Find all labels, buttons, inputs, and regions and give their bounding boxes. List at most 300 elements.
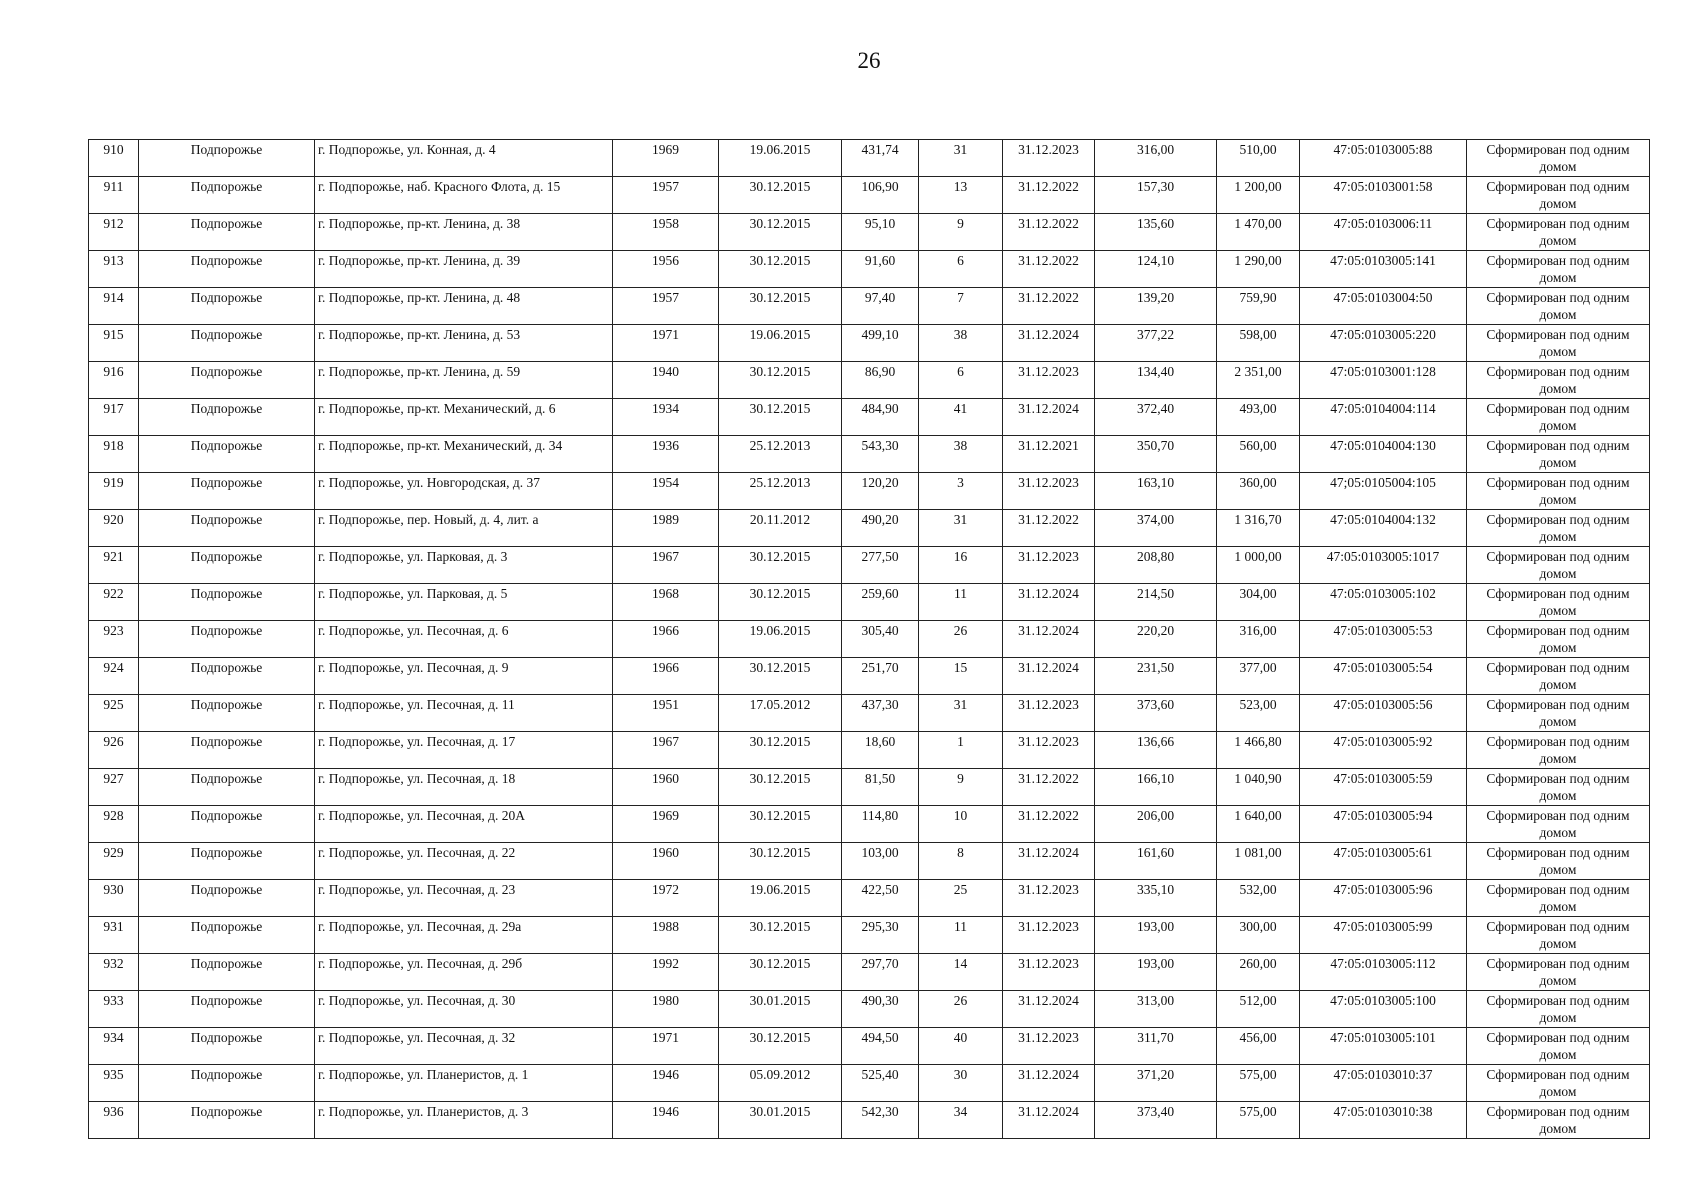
cell-residents: 26 [919,991,1003,1028]
table-row [89,399,1650,436]
cell-status: Сформирован под одним домом [1467,917,1650,954]
cell-area-2: 371,20 [1095,1065,1217,1102]
cell-area-2: 373,40 [1095,1102,1217,1139]
cell-row-number: 925 [89,695,139,732]
cell-residents: 14 [919,954,1003,991]
cell-status: Сформирован под одним домом [1467,584,1650,621]
cell-area-2: 231,50 [1095,658,1217,695]
cell-land-area: 1 470,00 [1217,214,1300,251]
cell-area-2: 135,60 [1095,214,1217,251]
cell-residents: 8 [919,843,1003,880]
table-row [89,214,1650,251]
cell-area-2: 134,40 [1095,362,1217,399]
cell-deadline-date: 31.12.2021 [1003,436,1095,473]
cell-area: 91,60 [842,251,919,288]
table-row [89,473,1650,510]
cell-status: Сформирован под одним домом [1467,510,1650,547]
cell-row-number: 936 [89,1102,139,1139]
cell-land-area: 1 200,00 [1217,177,1300,214]
cell-status: Сформирован под одним домом [1467,621,1650,658]
cell-status: Сформирован под одним домом [1467,325,1650,362]
cell-row-number: 913 [89,251,139,288]
cell-land-area: 575,00 [1217,1065,1300,1102]
cell-deadline-date: 31.12.2024 [1003,584,1095,621]
cell-deadline-date: 31.12.2022 [1003,288,1095,325]
cell-cadastral-number: 47:05:0103005:1017 [1300,547,1467,584]
cell-date: 30.12.2015 [719,214,842,251]
cell-status: Сформирован под одним домом [1467,547,1650,584]
cell-locality: Подпорожье [139,732,315,769]
cell-area-2: 335,10 [1095,880,1217,917]
cell-row-number: 935 [89,1065,139,1102]
cell-cadastral-number: 47:05:0103005:53 [1300,621,1467,658]
cell-row-number: 931 [89,917,139,954]
cell-locality: Подпорожье [139,991,315,1028]
cell-year-built: 1960 [613,843,719,880]
cell-row-number: 928 [89,806,139,843]
cell-date: 30.12.2015 [719,806,842,843]
cell-land-area: 304,00 [1217,584,1300,621]
cell-status: Сформирован под одним домом [1467,1028,1650,1065]
cell-date: 30.12.2015 [719,584,842,621]
cell-land-area: 260,00 [1217,954,1300,991]
cell-area-2: 136,66 [1095,732,1217,769]
cell-land-area: 523,00 [1217,695,1300,732]
cell-row-number: 917 [89,399,139,436]
cell-cadastral-number: 47:05:0103001:128 [1300,362,1467,399]
cell-cadastral-number: 47:05:0104004:132 [1300,510,1467,547]
cell-area: 422,50 [842,880,919,917]
cell-date: 30.12.2015 [719,1028,842,1065]
cell-status: Сформирован под одним домом [1467,214,1650,251]
cell-residents: 15 [919,658,1003,695]
cell-residents: 9 [919,769,1003,806]
cell-date: 17.05.2012 [719,695,842,732]
cell-date: 30.12.2015 [719,288,842,325]
cell-locality: Подпорожье [139,954,315,991]
cell-cadastral-number: 47:05:0103005:112 [1300,954,1467,991]
cell-cadastral-number: 47:05:0103005:54 [1300,658,1467,695]
table-row [89,251,1650,288]
cell-locality: Подпорожье [139,547,315,584]
cell-address: г. Подпорожье, пр-кт. Ленина, д. 38 [315,214,613,251]
cell-deadline-date: 31.12.2024 [1003,325,1095,362]
cell-land-area: 1 466,80 [1217,732,1300,769]
cell-area: 499,10 [842,325,919,362]
cell-address: г. Подпорожье, ул. Планеристов, д. 3 [315,1102,613,1139]
cell-cadastral-number: 47:05:0103005:96 [1300,880,1467,917]
cell-year-built: 1969 [613,140,719,177]
cell-address: г. Подпорожье, ул. Песочная, д. 17 [315,732,613,769]
cell-deadline-date: 31.12.2023 [1003,695,1095,732]
cell-locality: Подпорожье [139,1065,315,1102]
cell-cadastral-number: 47:05:0103005:92 [1300,732,1467,769]
cell-cadastral-number: 47:05:0103005:61 [1300,843,1467,880]
cell-cadastral-number: 47:05:0103004:50 [1300,288,1467,325]
cell-date: 25.12.2013 [719,436,842,473]
table-row [89,732,1650,769]
cell-address: г. Подпорожье, ул. Песочная, д. 11 [315,695,613,732]
cell-area: 494,50 [842,1028,919,1065]
cell-row-number: 910 [89,140,139,177]
cell-row-number: 934 [89,1028,139,1065]
cell-year-built: 1966 [613,658,719,695]
cell-date: 19.06.2015 [719,325,842,362]
cell-residents: 40 [919,1028,1003,1065]
table-row [89,288,1650,325]
cell-deadline-date: 31.12.2022 [1003,769,1095,806]
cell-status: Сформирован под одним домом [1467,251,1650,288]
cell-status: Сформирован под одним домом [1467,473,1650,510]
cell-land-area: 377,00 [1217,658,1300,695]
cell-residents: 10 [919,806,1003,843]
cell-cadastral-number: 47:05:0103005:99 [1300,917,1467,954]
cell-area-2: 374,00 [1095,510,1217,547]
table-row [89,917,1650,954]
cell-row-number: 924 [89,658,139,695]
cell-cadastral-number: 47:05:0103010:37 [1300,1065,1467,1102]
cell-row-number: 923 [89,621,139,658]
cell-row-number: 916 [89,362,139,399]
table-row [89,621,1650,658]
table-row [89,843,1650,880]
cell-area-2: 139,20 [1095,288,1217,325]
cell-date: 30.12.2015 [719,954,842,991]
cell-address: г. Подпорожье, ул. Песочная, д. 30 [315,991,613,1028]
cell-cadastral-number: 47:05:0103005:100 [1300,991,1467,1028]
cell-date: 19.06.2015 [719,880,842,917]
cell-row-number: 929 [89,843,139,880]
cell-status: Сформирован под одним домом [1467,991,1650,1028]
cell-area: 106,90 [842,177,919,214]
cell-area-2: 193,00 [1095,917,1217,954]
cell-deadline-date: 31.12.2024 [1003,991,1095,1028]
cell-area-2: 311,70 [1095,1028,1217,1065]
cell-land-area: 1 040,90 [1217,769,1300,806]
cell-year-built: 1957 [613,288,719,325]
cell-land-area: 360,00 [1217,473,1300,510]
cell-residents: 41 [919,399,1003,436]
table-row [89,510,1650,547]
cell-year-built: 1967 [613,547,719,584]
cell-area-2: 313,00 [1095,991,1217,1028]
cell-deadline-date: 31.12.2024 [1003,1065,1095,1102]
cell-area: 490,30 [842,991,919,1028]
cell-row-number: 930 [89,880,139,917]
cell-address: г. Подпорожье, пр-кт. Ленина, д. 59 [315,362,613,399]
cell-year-built: 1951 [613,695,719,732]
cell-locality: Подпорожье [139,251,315,288]
cell-cadastral-number: 47:05:0104004:130 [1300,436,1467,473]
cell-date: 30.12.2015 [719,658,842,695]
cell-locality: Подпорожье [139,880,315,917]
cell-land-area: 493,00 [1217,399,1300,436]
cell-row-number: 915 [89,325,139,362]
cell-cadastral-number: 47:05:0103005:88 [1300,140,1467,177]
cell-address: г. Подпорожье, ул. Новгородская, д. 37 [315,473,613,510]
cell-year-built: 1966 [613,621,719,658]
table-row [89,436,1650,473]
cell-cadastral-number: 47:05:0103005:101 [1300,1028,1467,1065]
cell-address: г. Подпорожье, ул. Песочная, д. 18 [315,769,613,806]
cell-residents: 6 [919,251,1003,288]
cell-locality: Подпорожье [139,658,315,695]
cell-area: 305,40 [842,621,919,658]
cell-deadline-date: 31.12.2022 [1003,214,1095,251]
cell-date: 30.12.2015 [719,769,842,806]
cell-land-area: 512,00 [1217,991,1300,1028]
cell-year-built: 1988 [613,917,719,954]
cell-area-2: 220,20 [1095,621,1217,658]
cell-area: 97,40 [842,288,919,325]
cell-deadline-date: 31.12.2022 [1003,510,1095,547]
cell-row-number: 918 [89,436,139,473]
cell-cadastral-number: 47:05:0103006:11 [1300,214,1467,251]
cell-land-area: 1 290,00 [1217,251,1300,288]
cell-land-area: 2 351,00 [1217,362,1300,399]
cell-residents: 6 [919,362,1003,399]
cell-area: 259,60 [842,584,919,621]
cell-status: Сформирован под одним домом [1467,954,1650,991]
cell-area: 542,30 [842,1102,919,1139]
cell-date: 19.06.2015 [719,140,842,177]
cell-row-number: 933 [89,991,139,1028]
cell-residents: 34 [919,1102,1003,1139]
cell-address: г. Подпорожье, пр-кт. Механический, д. 34 [315,436,613,473]
cell-year-built: 1960 [613,769,719,806]
cell-area-2: 208,80 [1095,547,1217,584]
cell-locality: Подпорожье [139,325,315,362]
cell-status: Сформирован под одним домом [1467,806,1650,843]
cell-land-area: 456,00 [1217,1028,1300,1065]
cell-year-built: 1934 [613,399,719,436]
cell-locality: Подпорожье [139,177,315,214]
cell-locality: Подпорожье [139,695,315,732]
cell-area: 114,80 [842,806,919,843]
cell-deadline-date: 31.12.2022 [1003,806,1095,843]
cell-deadline-date: 31.12.2024 [1003,843,1095,880]
cell-locality: Подпорожье [139,584,315,621]
cell-address: г. Подпорожье, пр-кт. Ленина, д. 53 [315,325,613,362]
cell-area-2: 372,40 [1095,399,1217,436]
cell-date: 20.11.2012 [719,510,842,547]
cell-cadastral-number: 47:05:0104004:114 [1300,399,1467,436]
cell-area-2: 206,00 [1095,806,1217,843]
cell-year-built: 1968 [613,584,719,621]
cell-date: 30.12.2015 [719,732,842,769]
cell-area-2: 166,10 [1095,769,1217,806]
cell-year-built: 1971 [613,325,719,362]
cell-area-2: 161,60 [1095,843,1217,880]
cell-year-built: 1957 [613,177,719,214]
cell-residents: 9 [919,214,1003,251]
table-row [89,1065,1650,1102]
cell-year-built: 1989 [613,510,719,547]
cell-row-number: 912 [89,214,139,251]
cell-address: г. Подпорожье, ул. Песочная, д. 32 [315,1028,613,1065]
cell-date: 30.12.2015 [719,547,842,584]
cell-address: г. Подпорожье, наб. Красного Флота, д. 15 [315,177,613,214]
cell-status: Сформирован под одним домом [1467,177,1650,214]
cell-date: 30.12.2015 [719,251,842,288]
cell-area: 295,30 [842,917,919,954]
cell-address: г. Подпорожье, пр-кт. Механический, д. 6 [315,399,613,436]
cell-area: 431,74 [842,140,919,177]
cell-year-built: 1992 [613,954,719,991]
cell-address: г. Подпорожье, ул. Песочная, д. 23 [315,880,613,917]
cell-area: 120,20 [842,473,919,510]
table-body [89,140,1650,1139]
cell-land-area: 1 640,00 [1217,806,1300,843]
cell-address: г. Подпорожье, ул. Песочная, д. 6 [315,621,613,658]
table-row [89,362,1650,399]
cell-deadline-date: 31.12.2024 [1003,621,1095,658]
table-row [89,1028,1650,1065]
cell-locality: Подпорожье [139,769,315,806]
housing-registry-table [88,139,1650,1139]
cell-locality: Подпорожье [139,399,315,436]
cell-area-2: 193,00 [1095,954,1217,991]
cell-row-number: 932 [89,954,139,991]
cell-year-built: 1954 [613,473,719,510]
cell-area: 81,50 [842,769,919,806]
table-row [89,880,1650,917]
cell-area: 277,50 [842,547,919,584]
cell-residents: 16 [919,547,1003,584]
cell-row-number: 914 [89,288,139,325]
cell-area: 18,60 [842,732,919,769]
cell-row-number: 927 [89,769,139,806]
cell-status: Сформирован под одним домом [1467,732,1650,769]
cell-address: г. Подпорожье, пр-кт. Ленина, д. 39 [315,251,613,288]
cell-locality: Подпорожье [139,621,315,658]
cell-area: 490,20 [842,510,919,547]
cell-deadline-date: 31.12.2024 [1003,658,1095,695]
table-row [89,325,1650,362]
cell-residents: 25 [919,880,1003,917]
cell-deadline-date: 31.12.2023 [1003,732,1095,769]
cell-area: 297,70 [842,954,919,991]
cell-deadline-date: 31.12.2023 [1003,473,1095,510]
cell-date: 30.12.2015 [719,177,842,214]
cell-date: 25.12.2013 [719,473,842,510]
cell-cadastral-number: 47:05:0103001:58 [1300,177,1467,214]
cell-area-2: 214,50 [1095,584,1217,621]
cell-status: Сформирован под одним домом [1467,140,1650,177]
cell-area-2: 377,22 [1095,325,1217,362]
cell-deadline-date: 31.12.2023 [1003,1028,1095,1065]
table-row [89,695,1650,732]
cell-area: 103,00 [842,843,919,880]
cell-locality: Подпорожье [139,917,315,954]
cell-row-number: 920 [89,510,139,547]
cell-year-built: 1946 [613,1102,719,1139]
cell-deadline-date: 31.12.2023 [1003,547,1095,584]
cell-row-number: 919 [89,473,139,510]
cell-land-area: 316,00 [1217,621,1300,658]
cell-row-number: 921 [89,547,139,584]
cell-cadastral-number: 47:05:0103005:59 [1300,769,1467,806]
cell-area: 86,90 [842,362,919,399]
table-row [89,1102,1650,1139]
cell-locality: Подпорожье [139,362,315,399]
cell-address: г. Подпорожье, пер. Новый, д. 4, лит. а [315,510,613,547]
cell-status: Сформирован под одним домом [1467,288,1650,325]
cell-land-area: 560,00 [1217,436,1300,473]
cell-land-area: 575,00 [1217,1102,1300,1139]
cell-deadline-date: 31.12.2022 [1003,177,1095,214]
cell-deadline-date: 31.12.2024 [1003,399,1095,436]
cell-status: Сформирован под одним домом [1467,843,1650,880]
cell-year-built: 1956 [613,251,719,288]
cell-address: г. Подпорожье, ул. Парковая, д. 3 [315,547,613,584]
table-row [89,177,1650,214]
cell-land-area: 510,00 [1217,140,1300,177]
cell-date: 30.12.2015 [719,843,842,880]
cell-locality: Подпорожье [139,806,315,843]
cell-land-area: 1 316,70 [1217,510,1300,547]
cell-year-built: 1946 [613,1065,719,1102]
table-row [89,140,1650,177]
cell-locality: Подпорожье [139,843,315,880]
cell-address: г. Подпорожье, ул. Конная, д. 4 [315,140,613,177]
cell-address: г. Подпорожье, пр-кт. Ленина, д. 48 [315,288,613,325]
cell-land-area: 759,90 [1217,288,1300,325]
cell-row-number: 926 [89,732,139,769]
cell-date: 30.12.2015 [719,362,842,399]
cell-residents: 30 [919,1065,1003,1102]
cell-status: Сформирован под одним домом [1467,1102,1650,1139]
cell-area: 543,30 [842,436,919,473]
table-row [89,806,1650,843]
cell-area: 525,40 [842,1065,919,1102]
cell-year-built: 1980 [613,991,719,1028]
table-row [89,954,1650,991]
cell-area-2: 124,10 [1095,251,1217,288]
cell-year-built: 1940 [613,362,719,399]
cell-address: г. Подпорожье, ул. Парковая, д. 5 [315,584,613,621]
cell-cadastral-number: 47:05:0103010:38 [1300,1102,1467,1139]
cell-status: Сформирован под одним домом [1467,658,1650,695]
table-row [89,991,1650,1028]
cell-date: 19.06.2015 [719,621,842,658]
cell-date: 30.12.2015 [719,917,842,954]
cell-address: г. Подпорожье, ул. Песочная, д. 9 [315,658,613,695]
cell-residents: 7 [919,288,1003,325]
cell-residents: 13 [919,177,1003,214]
cell-date: 05.09.2012 [719,1065,842,1102]
cell-residents: 11 [919,917,1003,954]
cell-status: Сформирован под одним домом [1467,362,1650,399]
cell-land-area: 300,00 [1217,917,1300,954]
table-row [89,584,1650,621]
cell-year-built: 1936 [613,436,719,473]
cell-land-area: 1 000,00 [1217,547,1300,584]
cell-locality: Подпорожье [139,473,315,510]
cell-locality: Подпорожье [139,510,315,547]
cell-deadline-date: 31.12.2023 [1003,362,1095,399]
cell-residents: 31 [919,510,1003,547]
cell-deadline-date: 31.12.2024 [1003,1102,1095,1139]
cell-year-built: 1967 [613,732,719,769]
cell-cadastral-number: 47:05:0103005:220 [1300,325,1467,362]
cell-status: Сформирован под одним домом [1467,399,1650,436]
cell-residents: 26 [919,621,1003,658]
cell-residents: 31 [919,140,1003,177]
cell-row-number: 922 [89,584,139,621]
cell-locality: Подпорожье [139,436,315,473]
cell-deadline-date: 31.12.2022 [1003,251,1095,288]
